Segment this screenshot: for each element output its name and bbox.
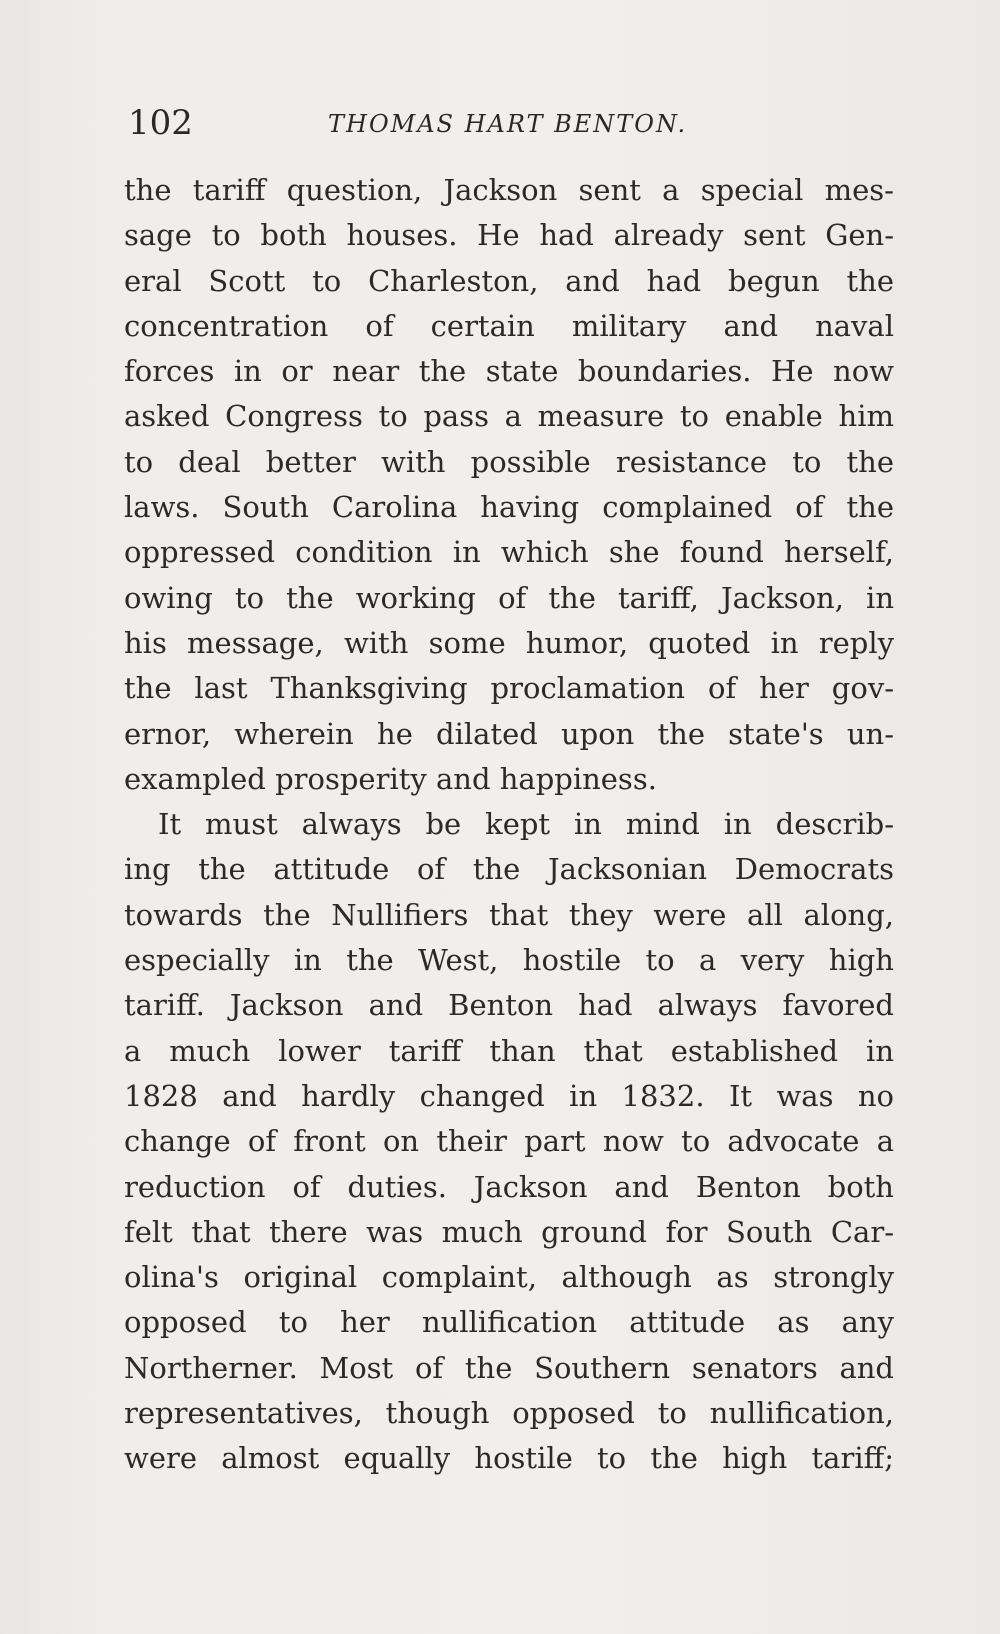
text-line: representatives, though opposed to nullification,	[124, 1396, 894, 1431]
text-line: towards the Nullifiers that they were all along,	[124, 897, 894, 932]
text-line: asked Congress to pass a measure to enable him	[124, 399, 894, 434]
text-line: eral Scott to Charleston, and had begun the	[124, 263, 894, 298]
text-line: ing the attitude of the Jacksonian Democrats	[124, 852, 894, 887]
text-line: his message, with some humor, quoted in reply	[124, 625, 894, 660]
body-text	[124, 168, 894, 1508]
text-line: sage to both houses. He had already sent Gen-	[124, 218, 894, 253]
page-number: 102	[128, 103, 193, 143]
text-line: change of front on their part now to advocate a	[124, 1124, 894, 1159]
running-head: THOMAS HART BENTON.	[328, 110, 688, 138]
text-line: opposed to her nullification attitude as any	[124, 1305, 894, 1340]
text-line: ernor, wherein he dilated upon the state's un-	[124, 716, 894, 751]
text-line: especially in the West, hostile to a very high	[124, 943, 894, 978]
text-line: laws. South Carolina having complained of the	[124, 490, 894, 525]
text-line: concentration of certain military and naval	[124, 308, 894, 343]
text-line: oppressed condition in which she found herself,	[124, 535, 894, 570]
text-line: the last Thanksgiving proclamation of her gov-	[124, 671, 894, 706]
text-line: olina's original complaint, although as strongly	[124, 1260, 894, 1295]
page-header	[128, 98, 888, 148]
text-line: forces in or near the state boundaries. He now	[124, 354, 894, 389]
text-line: Northerner. Most of the Southern senators and	[124, 1350, 894, 1385]
text-line: 1828 and hardly changed in 1832. It was no	[124, 1078, 894, 1113]
text-line: It must always be kept in mind in describ-	[158, 807, 894, 842]
text-line: tariff. Jackson and Benton had always favored	[124, 988, 894, 1023]
text-line: reduction of duties. Jackson and Benton both	[124, 1169, 894, 1204]
text-line: felt that there was much ground for South Car-	[124, 1214, 894, 1249]
text-line: a much lower tariff than that established in	[124, 1033, 894, 1068]
text-line: owing to the working of the tariff, Jackson, in	[124, 580, 894, 615]
text-line: exampled prosperity and happiness.	[124, 761, 657, 796]
text-line: to deal better with possible resistance to the	[124, 444, 894, 479]
text-line: the tariff question, Jackson sent a special mes-	[124, 173, 894, 207]
text-line: were almost equally hostile to the high tariff;	[124, 1441, 894, 1476]
